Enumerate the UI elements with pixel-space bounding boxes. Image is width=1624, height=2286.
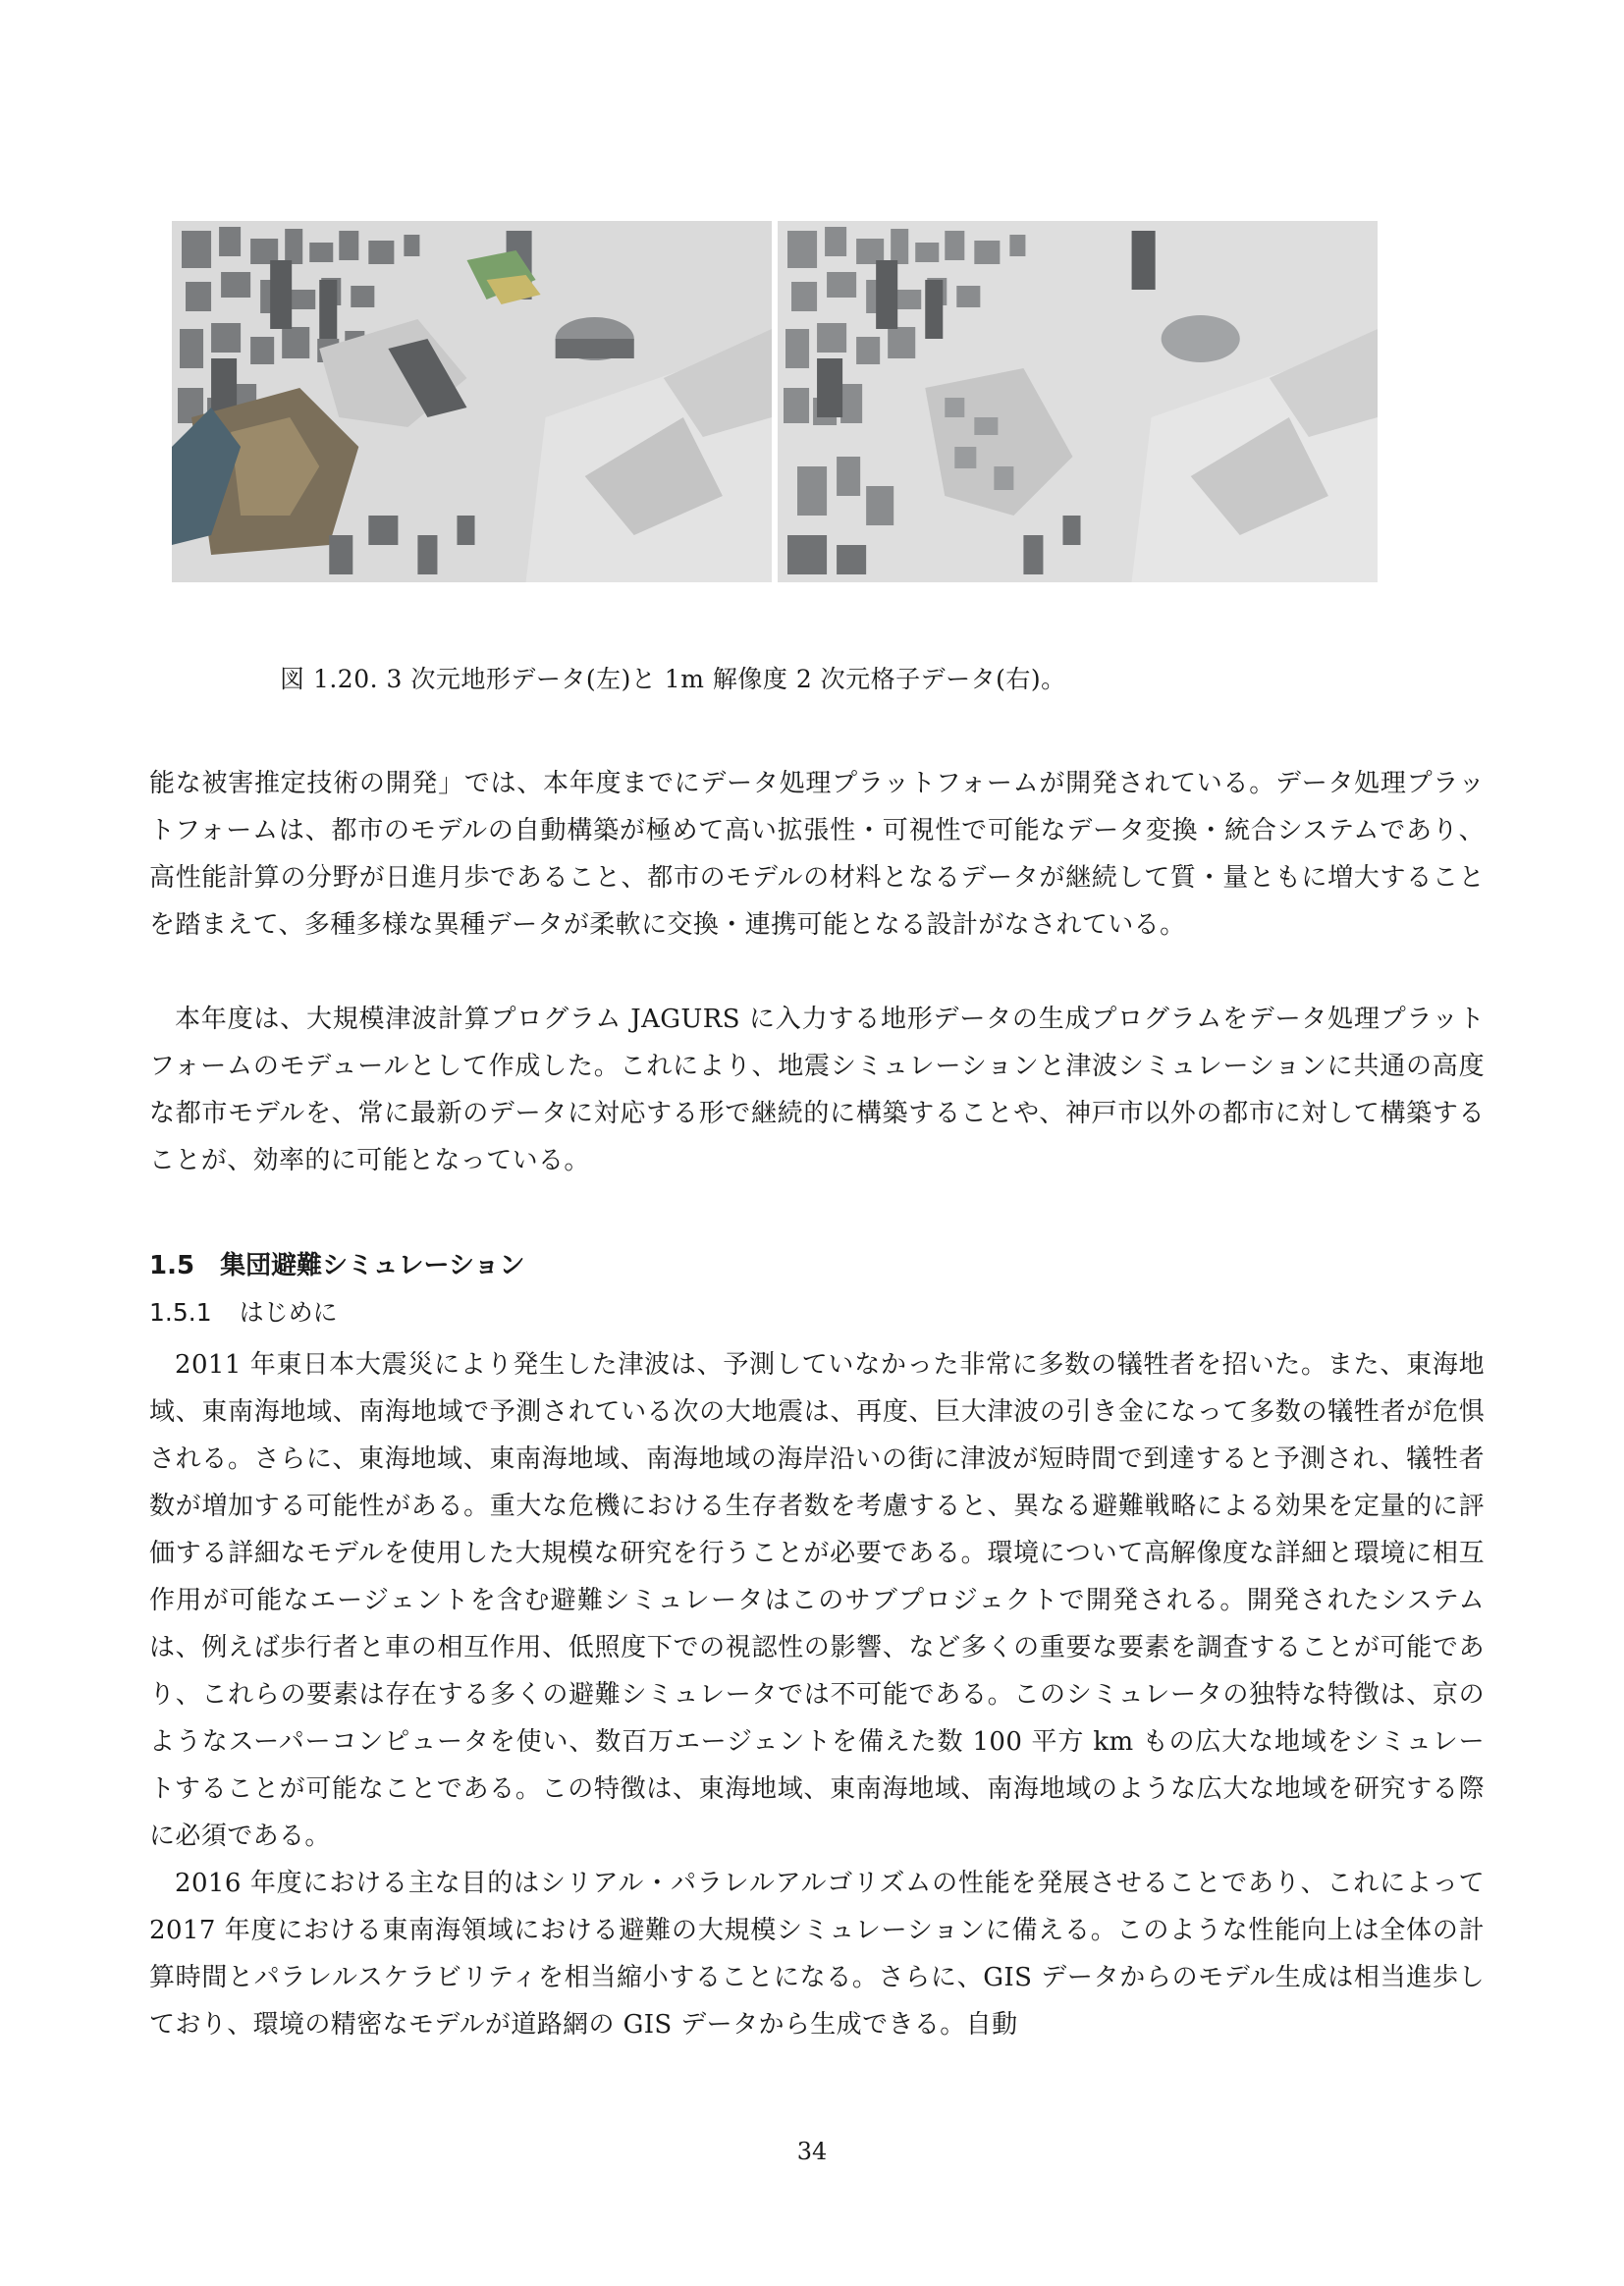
subsection-number: 1.5.1 [149, 1298, 212, 1327]
grid-2d-image [778, 221, 1378, 582]
subsection-heading [149, 1293, 338, 1329]
grid-2d-illustration [778, 221, 1378, 582]
section-paragraph-2: 2016 年度における主な目的はシリアル・パラレルアルゴリズムの性能を発展させることであり、これによって 2017 年度における東南海領域における避難の大規模シミュレーションに備える。このような性能向上は全体の計算時間とパラレルスケラビリティを相当縮小することになる。さらに、GIS データからのモデル生成は相当進歩しており、環境の精密なモデルが道路網の GIS データから生成できる。自動 [149, 1869, 1485, 2040]
body-paragraph-2: 本年度は、大規模津波計算プログラム JAGURS に入力する地形データの生成プログラムをデータ処理プラットフォームのモデュールとして作成した。これにより、地震シミュレーションと津波シミュレーションに共通の高度な都市モデルを、常に最新のデータに対応する形で継続的に構築することや、神戸市以外の都市に対して構築することが、効率的に可能となっている。 [149, 1005, 1485, 1175]
body-paragraph-1: 能な被害推定技術の開発」では、本年度までにデータ処理プラットフォームが開発されている。データ処理プラットフォームは、都市のモデルの自動構築が極めて高い拡張性・可視性で可能なデータ変換・統合システムであり、高性能計算の分野が日進月歩であること、都市のモデルの材料となるデータが継続して質・量ともに増大することを踏まえて、多種多様な異種データが柔軟に交換・連携可能となる設計がなされている。 [149, 769, 1485, 940]
figure-caption: 図 1.20. 3 次元地形データ(左)と 1m 解像度 2 次元格子データ(右)。 [280, 665, 1066, 693]
terrain-3d-image [172, 221, 772, 582]
terrain-3d-illustration [172, 221, 772, 582]
section-title: 集団避難シミュレーション [220, 1251, 525, 1280]
section-heading [149, 1245, 525, 1281]
section-number: 1.5 [149, 1251, 195, 1280]
page-number: 34 [796, 2138, 828, 2165]
subsection-title: はじめに [239, 1298, 338, 1327]
section-paragraph-1: 2011 年東日本大震災により発生した津波は、予測していなかった非常に多数の犠牲者を招いた。また、東海地域、東南海地域、南海地域で予測されている次の大地震は、再度、巨大津波の引き金になって多数の犠牲者が危惧される。さらに、東海地域、東南海地域、南海地域の海岸沿いの街に津波が短時間で到達すると予測され、犠牲者数が増加する可能性がある。重大な危機における生存者数を考慮すると、異なる避難戦略による効果を定量的に評価する詳細なモデルを使用した大規模な研究を行うことが必要である。環境について高解像度な詳細と環境に相互作用が可能なエージェントを含む避難シミュレータはこのサブプロジェクトで開発される。開発されたシステムは、例えば歩行者と車の相互作用、低照度下での視認性の影響、など多くの重要な要素を調査することが可能であり、これらの要素は存在する多くの避難シミュレータでは不可能である。このシミュレータの独特な特徴は、京のようなスーパーコンピュータを使い、数百万エージェントを備えた数 100 平方 km もの広大な地域をシミュレートすることが可能なことである。この特徴は、東海地域、東南海地域、南海地域のような広大な地域を研究する際に必須である。 [149, 1350, 1485, 1851]
figure-1-20 [172, 221, 1378, 582]
